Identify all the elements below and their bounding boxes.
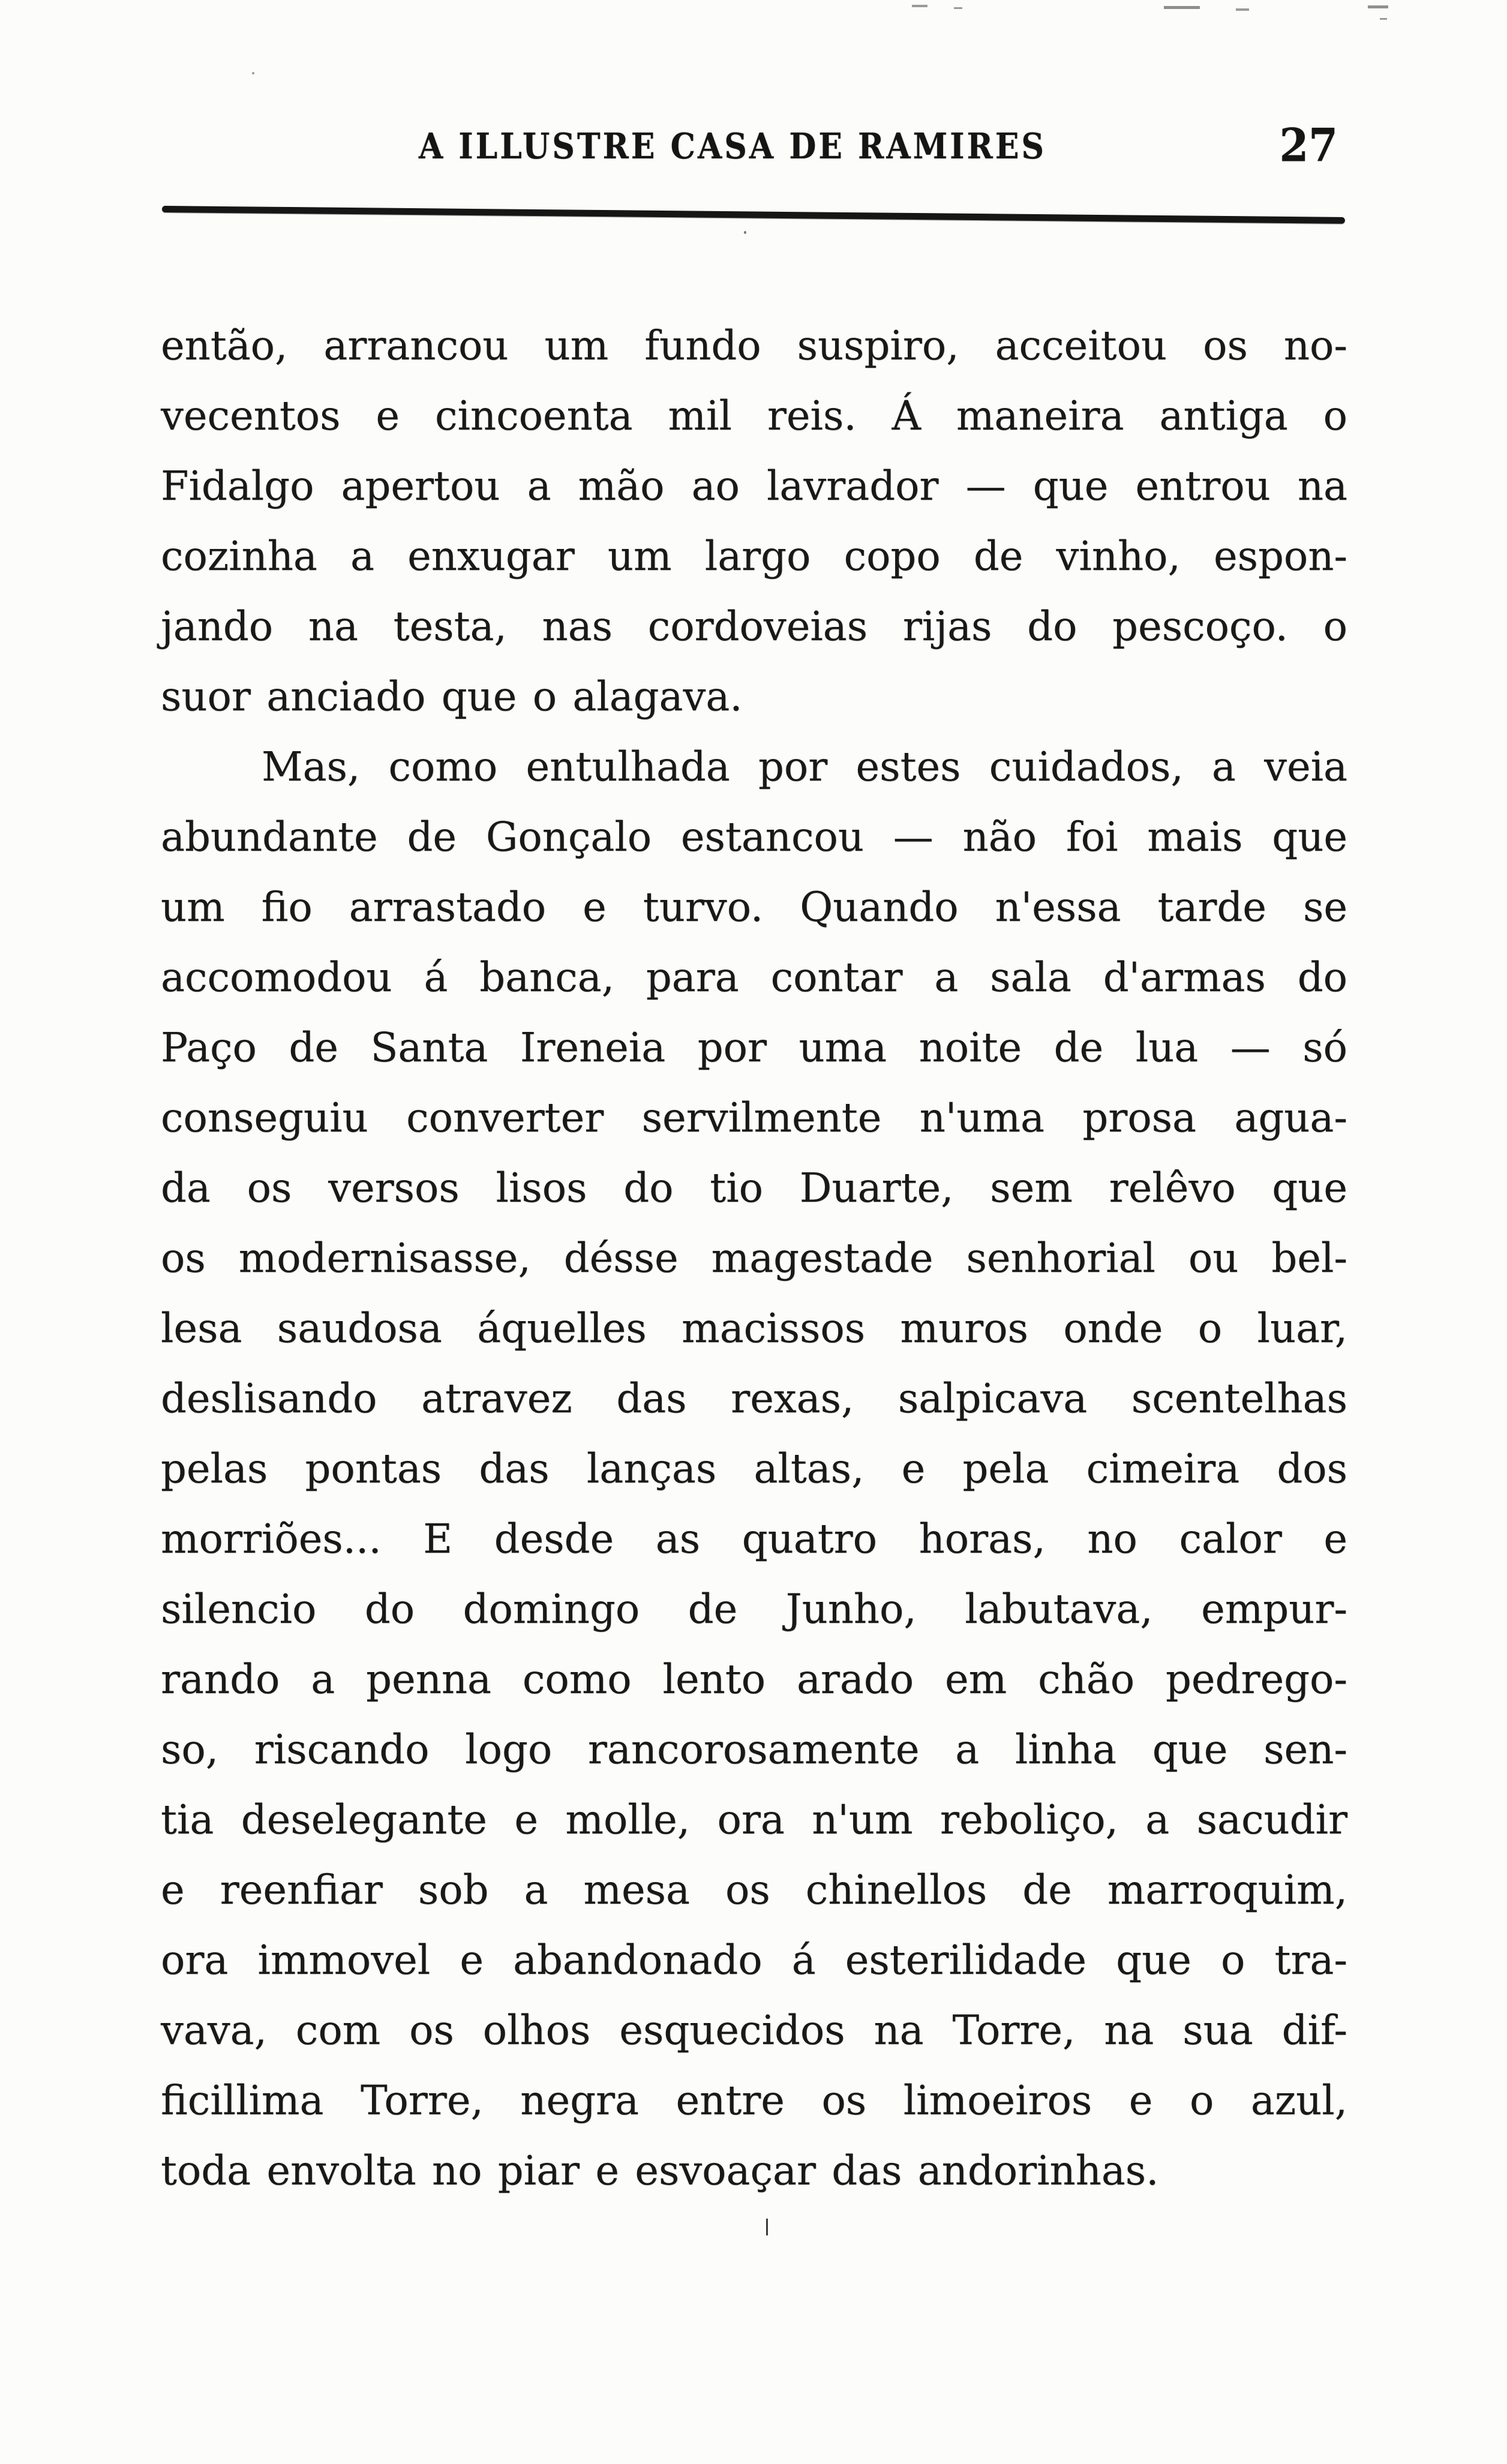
- text-line: lesa saudosa áquelles macissos muros onde o luar,: [161, 1305, 1347, 1352]
- running-header-title-text: A ILLUSTRE CASA DE RAMIRES: [418, 125, 1047, 167]
- text-line: um fio arrastado e turvo. Quando n'essa tarde se: [161, 884, 1347, 931]
- text-line: abundante de Gonçalo estancou — não foi mais que: [161, 814, 1347, 860]
- text-line: Paço de Santa Ireneia por uma noite de lua — só: [161, 1024, 1347, 1071]
- text-line: Mas, como entulhada por estes cuidados, a veia: [262, 743, 1347, 790]
- text-line: ora immovel e abandonado á esterilidade que o tra-: [161, 1937, 1347, 1983]
- text-line: então, arrancou um fundo suspiro, acceitou os no-: [161, 322, 1347, 369]
- scan-artifact-tick: [766, 2219, 768, 2235]
- running-header-title: [0, 125, 1465, 167]
- text-line: accomodou á banca, para contar a sala d'armas do: [161, 954, 1347, 1001]
- text-line: jando na testa, nas cordoveias rijas do pescoço. o: [161, 603, 1347, 650]
- text-line: morriões... E desde as quatro horas, no calor e: [161, 1515, 1347, 1562]
- text-line: vava, com os olhos esquecidos na Torre, na sua dif-: [161, 2007, 1347, 2054]
- text-line: rando a penna como lento arado em chão pedrego-: [161, 1656, 1347, 1703]
- text-line: e reenfiar sob a mesa os chinellos de marroquim,: [161, 1866, 1347, 1913]
- text-line: pelas pontas das lanças altas, e pela cimeira dos: [161, 1445, 1347, 1492]
- paragraph: [161, 311, 1347, 732]
- page-text: [161, 311, 1347, 2206]
- page-number: 27: [1279, 118, 1338, 172]
- text-line: da os versos lisos do tio Duarte, sem relêvo que: [161, 1165, 1347, 1211]
- text-line: suor anciado que o alagava.: [161, 673, 743, 720]
- text-line: so, riscando logo rancorosamente a linha que sen-: [161, 1726, 1347, 1773]
- text-line: os modernisasse, désse magestade senhorial ou bel-: [161, 1235, 1347, 1281]
- text-line: conseguiu converter servilmente n'uma prosa agua-: [161, 1094, 1347, 1141]
- scan-noise: [252, 72, 254, 74]
- text-line: deslisando atravez das rexas, salpicava scentelhas: [161, 1375, 1347, 1422]
- text-line: silencio do domingo de Junho, labutava, empur-: [161, 1586, 1347, 1632]
- scan-noise: [1164, 6, 1200, 9]
- text-line: cozinha a enxugar um largo copo de vinho, espon-: [161, 533, 1347, 580]
- scan-noise: [744, 231, 746, 234]
- scan-noise: [954, 7, 962, 9]
- text-line: ficillima Torre, negra entre os limoeiros e o azul,: [161, 2077, 1347, 2124]
- scan-noise: [1368, 5, 1388, 8]
- header-rule: [162, 206, 1345, 224]
- text-line: tia deselegante e molle, ora n'um reboliço, a sacudir: [161, 1796, 1347, 1843]
- scan-noise: [912, 5, 927, 7]
- scan-noise: [1236, 8, 1249, 11]
- text-line: toda envolta no piar e esvoaçar das andorinhas.: [161, 2147, 1159, 2194]
- text-line: vecentos e cincoenta mil reis. Á maneira antiga o: [161, 392, 1347, 439]
- paragraph: [161, 732, 1347, 2206]
- scan-noise: [1380, 18, 1387, 20]
- text-line: Fidalgo apertou a mão ao lavrador — que entrou na: [161, 463, 1347, 509]
